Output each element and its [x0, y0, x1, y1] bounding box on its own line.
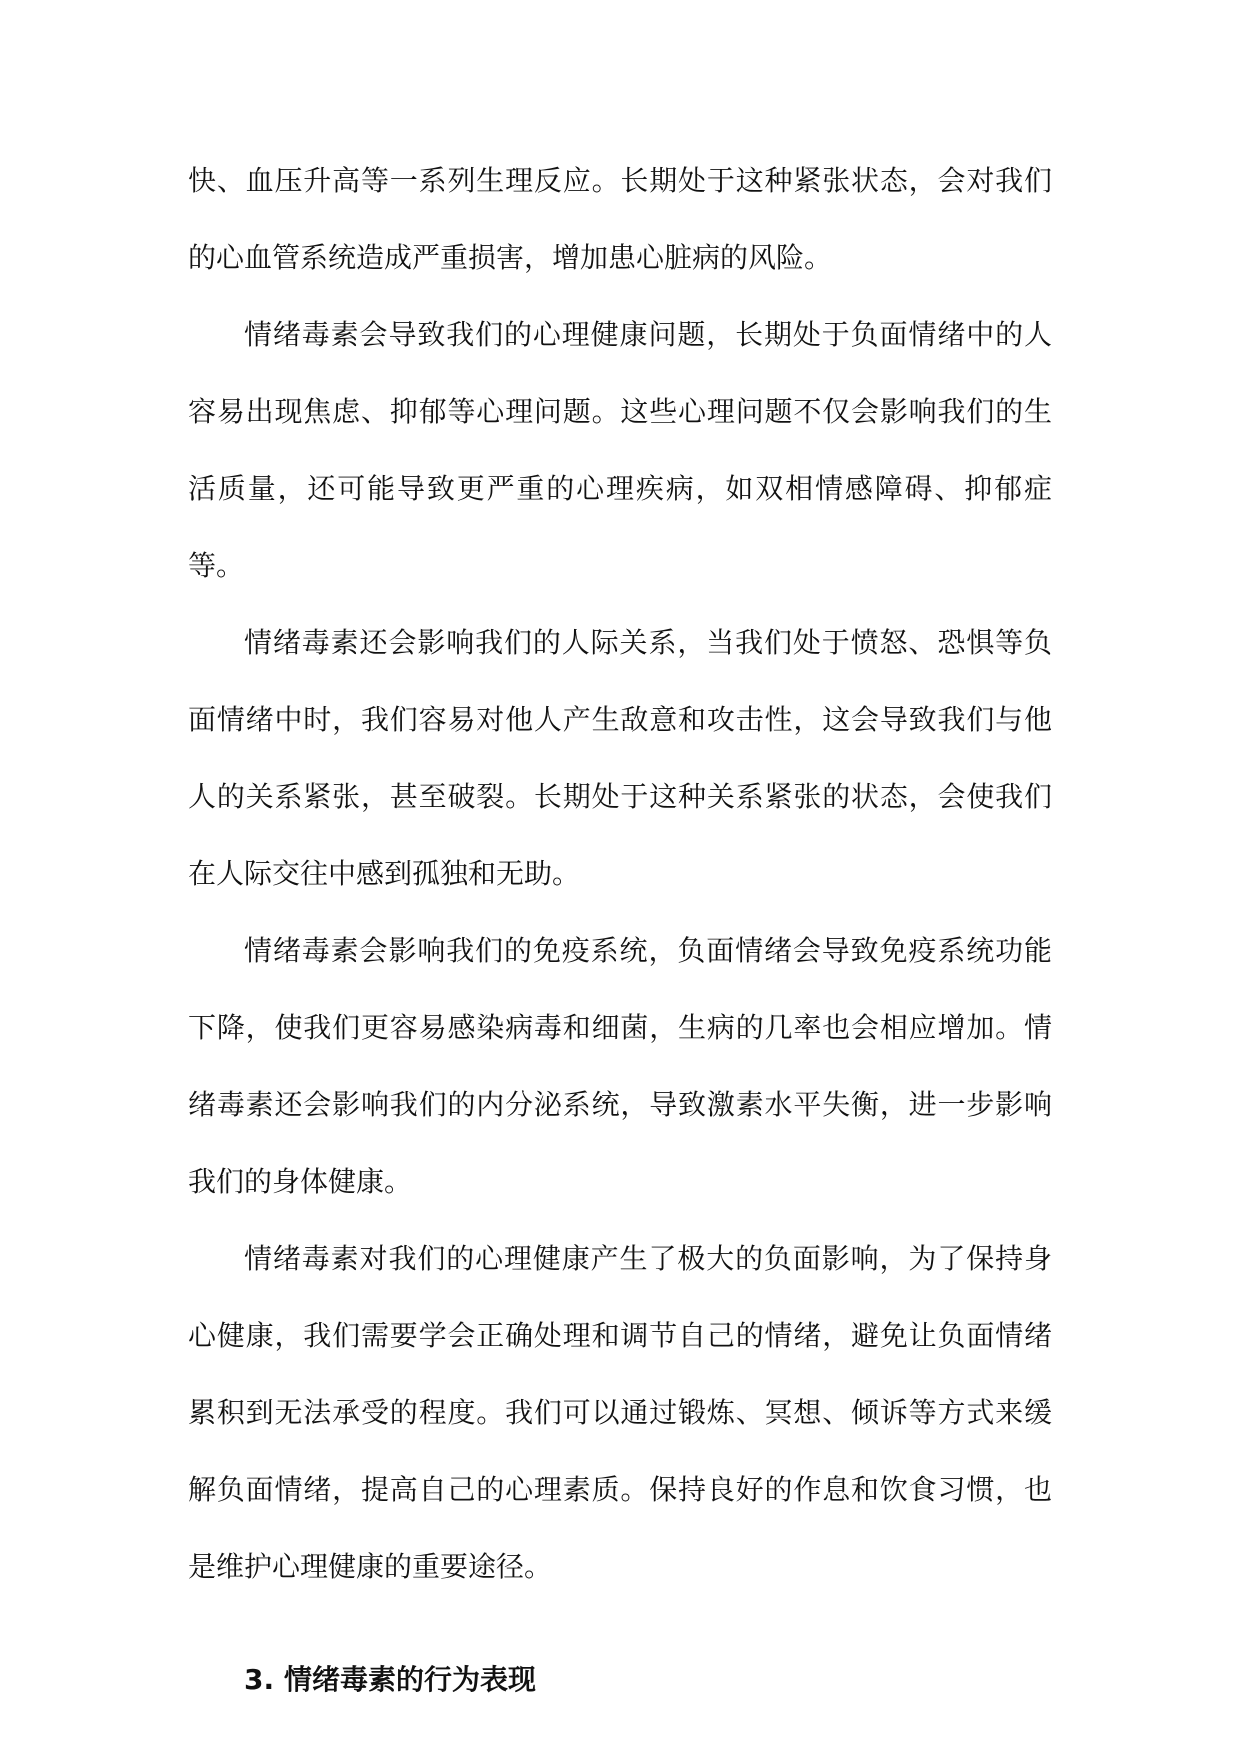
section-number: 3. [244, 1663, 275, 1696]
paragraph-immune-system: 情绪毒素会影响我们的免疫系统，负面情绪会导致免疫系统功能下降，使我们更容易感染病毒和细菌，生病的几率也会相应增加。情绪毒素还会影响我们的内分泌系统，导致激素水平失衡，进一步影响我们的身体健康。 [188, 934, 1052, 1198]
paragraph-continuation: 快、血压升高等一系列生理反应。长期处于这种紧张状态，会对我们的心血管系统造成严重损害，增加患心脏病的风险。 [188, 164, 1052, 274]
paragraph-relationships: 情绪毒素还会影响我们的人际关系，当我们处于愤怒、恐惧等负面情绪中时，我们容易对他人产生敌意和攻击性，这会导致我们与他人的关系紧张，甚至破裂。长期处于这种关系紧张的状态，会使我们在人际交往中感到孤独和无助。 [188, 626, 1052, 890]
paragraph-mental-health: 情绪毒素会导致我们的心理健康问题，长期处于负面情绪中的人容易出现焦虑、抑郁等心理问题。这些心理问题不仅会影响我们的生活质量，还可能导致更严重的心理疾病，如双相情感障碍、抑郁症等。 [188, 318, 1052, 582]
paragraph-conclusion: 情绪毒素对我们的心理健康产生了极大的负面影响，为了保持身心健康，我们需要学会正确处理和调节自己的情绪，避免让负面情绪累积到无法承受的程度。我们可以通过锻炼、冥想、倾诉等方式来缓解负面情绪，提高自己的心理素质。保持良好的作息和饮食习惯，也是维护心理健康的重要途径。 [188, 1242, 1052, 1583]
section-title: 情绪毒素的行为表现 [284, 1663, 537, 1696]
section-heading [188, 1641, 1052, 1718]
document-body [188, 142, 1052, 1718]
